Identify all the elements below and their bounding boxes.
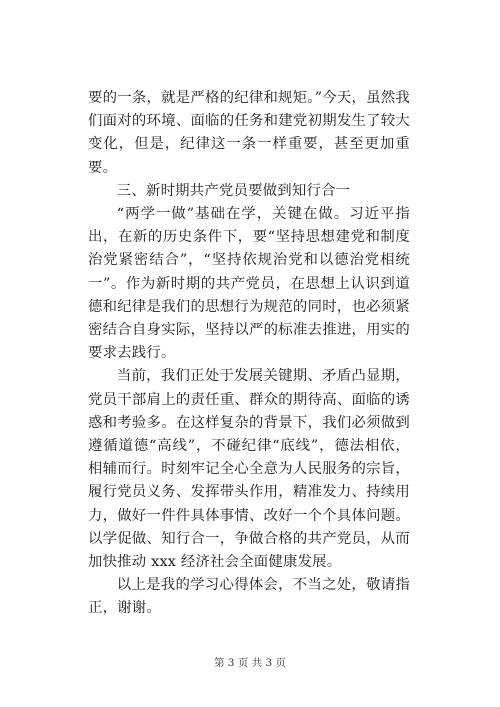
paragraph-continuation: 要的一条，就是严格的纪律和规矩。”今天，虽然我们面对的环境、面临的任务和建党初期发生了较大变化，但是，纪律这一条一样重要，甚至更加重要。 — [88, 90, 410, 176]
paragraph: 当前，我们正处于发展关键期、矛盾凸显期，党员干部肩上的责任重、群众的期待高、面临的诱惑和考验多。在这样复杂的背景下，我们必须做到遵循道德“高线”，不碰纪律“底线”，德法相依，相辅而行。时刻牢记全心全意为人民服务的宗旨，履行党员义务、发挥带头作用，精准发力、持续用力，做好一件件具体事情、改好一个个具体问题。以学促做、知行合一，争做合格的共产党员，从而加快推动 xxx 经济社会全面健康发展。 — [88, 368, 410, 571]
closing-paragraph: 以上是我的学习心得体会，不当之处，敬请指正，谢谢。 — [88, 577, 410, 617]
paragraph: “两学一做”基础在学，关键在做。习近平指出，在新的历史条件下，要“坚持思想建党和制度治党紧密结合”，“坚持依规治党和以德治党相统一”。作为新时期的共产党员，在思想上认识到道德和纪律是我们的思想行为规范的同时，也必须紧密结合自身实际，坚持以严的标准去推进，用实的要求去践行。 — [88, 206, 410, 362]
page-number-footer: 第 3 页 共 3 页 — [213, 657, 287, 669]
document-body — [88, 87, 410, 621]
section-heading: 三、新时期共产党员要做到知行合一 — [116, 182, 351, 199]
